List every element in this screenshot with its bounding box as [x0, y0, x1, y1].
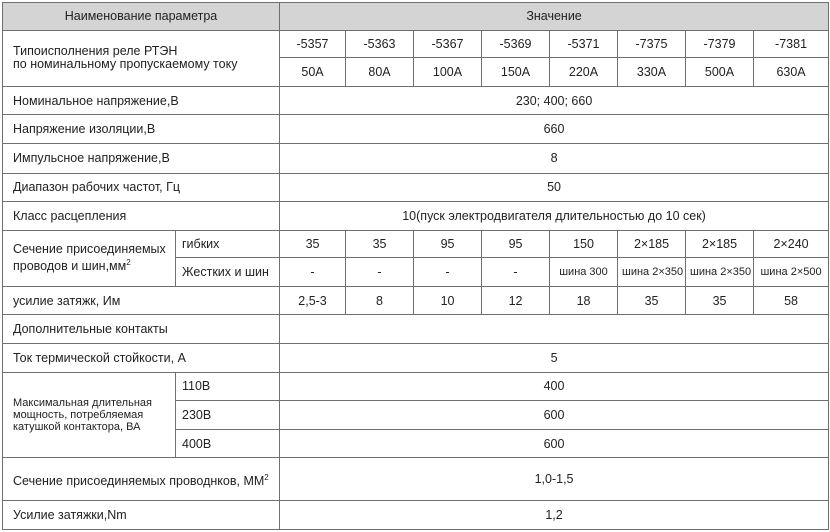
row-value: 1,0-1,5	[280, 458, 829, 501]
torque-value: 35	[686, 286, 754, 315]
models-label	[3, 30, 280, 86]
model-current: 630A	[754, 58, 829, 87]
cross-section-value: -	[346, 258, 414, 287]
row-wire-section	[3, 458, 829, 501]
model-current: 50A	[280, 58, 346, 87]
row-aux-contacts	[3, 315, 829, 344]
cross-section-value: 35	[280, 230, 346, 258]
cross-section-rigid-label: Жестких и шин	[176, 258, 280, 287]
torque-value: 8	[346, 286, 414, 315]
models-code-row	[3, 30, 829, 58]
model-current: 500A	[686, 58, 754, 87]
row-label: Ток термической стойкости, А	[3, 344, 280, 373]
model-code: -7381	[754, 30, 829, 58]
model-code: -5363	[346, 30, 414, 58]
cross-section-value: шина 2×500	[754, 258, 829, 287]
cross-section-value: 95	[414, 230, 482, 258]
model-current: 80A	[346, 58, 414, 87]
torque-value: 35	[618, 286, 686, 315]
torque-value: 10	[414, 286, 482, 315]
model-code: -5357	[280, 30, 346, 58]
row-label: Сечение присоединяемых проводнков, $ММ^2$	[3, 458, 280, 501]
row-nominal-voltage	[3, 86, 829, 115]
row-label: Дополнительные контакты	[3, 315, 280, 344]
model-current: 220A	[550, 58, 618, 87]
torque-value: 18	[550, 286, 618, 315]
models-label-line1: Типоисполнения реле РТЭН	[13, 44, 178, 59]
row-value: 10(пуск электродвигателя длительностью до 10 сек)	[280, 202, 829, 231]
models-label-line2: по номинальному пропускаемому току	[13, 57, 238, 72]
row-label: Напряжение изоляции,В	[3, 115, 280, 144]
cross-section-value: -	[482, 258, 550, 287]
cross-section-value: 2×185	[686, 230, 754, 258]
header-value: Значение	[280, 3, 829, 31]
cross-section-value: шина 2×350	[686, 258, 754, 287]
row-frequency-range	[3, 173, 829, 202]
row-value	[280, 315, 829, 344]
parameters-table	[2, 2, 829, 530]
cross-section-value: 95	[482, 230, 550, 258]
row-impulse-voltage	[3, 143, 829, 173]
coil-voltage: 110В	[176, 372, 280, 401]
cross-section-value: шина 300	[550, 258, 618, 287]
cross-section-flexible-label: гибких	[176, 230, 280, 258]
torque-value: 2,5-3	[280, 286, 346, 315]
row-label: Импульсное напряжение,В	[3, 143, 280, 173]
coil-power-value: 400	[280, 372, 829, 401]
model-code: -7379	[686, 30, 754, 58]
row-cross-section-flexible	[3, 230, 829, 258]
header-row	[3, 3, 829, 31]
row-value: 8	[280, 143, 829, 173]
row-trip-class	[3, 202, 829, 231]
row-value: 660	[280, 115, 829, 144]
cross-section-value: 35	[346, 230, 414, 258]
cross-section-value: 2×185	[618, 230, 686, 258]
cross-section-value: 2×240	[754, 230, 829, 258]
row-value: 1,2	[280, 501, 829, 530]
cross-section-value: 150	[550, 230, 618, 258]
cross-section-value: -	[414, 258, 482, 287]
row-value: 50	[280, 173, 829, 202]
torque-value: 58	[754, 286, 829, 315]
torque-value: 12	[482, 286, 550, 315]
model-code: -7375	[618, 30, 686, 58]
row-thermal-current	[3, 344, 829, 373]
model-code: -5367	[414, 30, 482, 58]
row-label: Номинальное напряжение,В	[3, 86, 280, 115]
model-current: 100A	[414, 58, 482, 87]
coil-power-value: 600	[280, 429, 829, 458]
header-param: Наименование параметра	[3, 3, 280, 31]
cross-section-value: -	[280, 258, 346, 287]
coil-voltage: 230В	[176, 401, 280, 430]
model-current: 330A	[618, 58, 686, 87]
row-label: усилие затяжк, Им	[3, 286, 280, 315]
row-value: 230; 400; 660	[280, 86, 829, 115]
coil-voltage: 400В	[176, 429, 280, 458]
row-insulation-voltage	[3, 115, 829, 144]
coil-power-value: 600	[280, 401, 829, 430]
row-coil-power-110	[3, 372, 829, 401]
cross-section-value: шина 2×350	[618, 258, 686, 287]
cross-section-label: Сечение присоединяемых проводов и $шин,мм^2$	[3, 230, 176, 286]
row-label: Усилие затяжки,Nm	[3, 501, 280, 530]
row-value: 5	[280, 344, 829, 373]
row-label: Диапазон рабочих частот, Гц	[3, 173, 280, 202]
model-current: 150A	[482, 58, 550, 87]
row-torque	[3, 286, 829, 315]
row-label: Класс расцепления	[3, 202, 280, 231]
model-code: -5369	[482, 30, 550, 58]
coil-power-label: Максимальная длительная мощность, потребляемая катушкой контактора, ВА	[3, 372, 176, 458]
row-tightening-force	[3, 501, 829, 530]
model-code: -5371	[550, 30, 618, 58]
